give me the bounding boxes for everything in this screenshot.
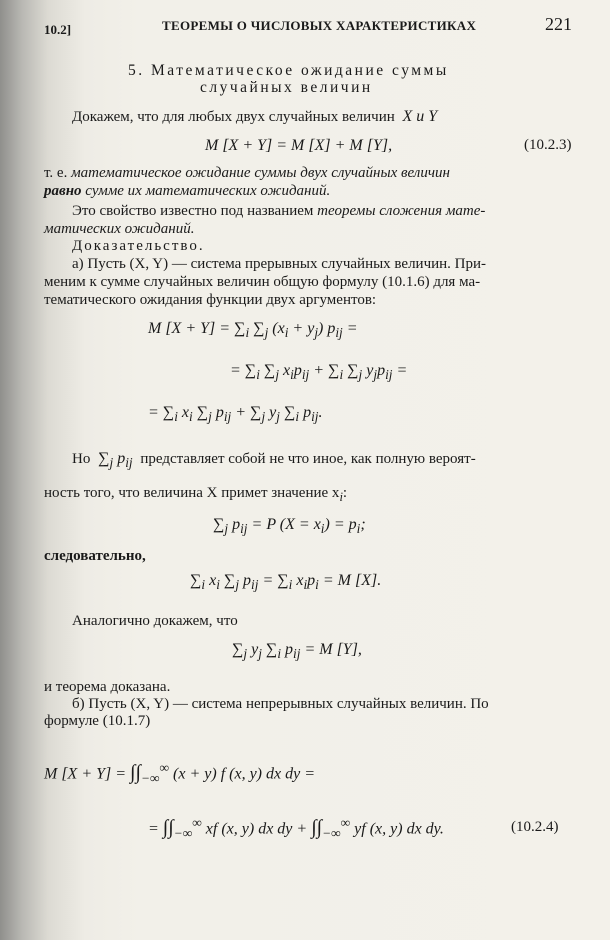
but-text: представляет собой не что иное, как полную вероят- xyxy=(140,451,476,467)
probability-equation: $\sum_j$ $p_{ij} = P$ $(X = x_i) = p_i$; xyxy=(213,516,366,537)
known-as-line1 xyxy=(72,203,485,220)
ravno: равно xyxy=(44,183,82,199)
integral-line1: M $[X + Y] = \int\int_{-\infty}^\infty$ (x + y) f (x, y) dx dy = xyxy=(44,760,315,786)
derivation-line1: M $[X + Y] = \sum_i$ $\sum_j$ $(x_i + y_j) p_{ij}$ = xyxy=(148,320,358,341)
but-line2-subscript: i xyxy=(339,490,343,504)
similar-line: Аналогично докажем, что xyxy=(72,613,238,629)
header-section-number: 10.2] xyxy=(44,22,72,37)
intro-paragraph xyxy=(72,108,437,126)
but-word: Но xyxy=(72,451,91,467)
hence-equation: $\sum_i$ $x_i$ $\sum_j$ $p_{ij} = \sum_i$ $x_ip_i = M$ [X]. xyxy=(190,572,382,593)
proved-line: и теорема доказана. xyxy=(44,679,171,695)
equation-number: (10.2.4) xyxy=(511,819,559,835)
equation-number: (10.2.3) xyxy=(524,137,572,153)
sum-pij-inline: $\sum_j$ $p_{ij}$ xyxy=(98,450,133,471)
case-b-line1: б) Пусть (X, Y) — система непрерывных случайных величин. По xyxy=(72,696,489,712)
theorem-statement-line2 xyxy=(44,183,330,200)
but-line2: ность того, что величина X примет значение $x_i$: xyxy=(44,485,348,504)
derivation-line2: = $\sum_i$ $\sum_j$ $x_ip_{ij} + \sum_i$ $\sum_j$ $y_jp_{ij}$ = xyxy=(230,362,408,383)
known-as-text: Это свойство известно под названием xyxy=(72,203,314,219)
case-a-line3: тематического ожидания функции двух аргументов: xyxy=(44,292,377,308)
but-line2-text: ность того, что величина X примет значение x xyxy=(44,485,340,501)
equation-10-2-3: M [X + Y] = M [X] + M [Y], xyxy=(205,137,393,154)
case-a-line1: а) Пусть (X, Y) — система прерывных случайных величин. При- xyxy=(72,256,487,272)
header-running-title: ТЕОРЕМЫ О ЧИСЛОВЫХ ХАРАКТЕРИСТИКАХ xyxy=(162,18,477,33)
derivation-line3: = $\sum_i$ $x_i$ $\sum_j$ $p_{ij} + \sum_j$ $y_j$ $\sum_i$ $p_{ij}$. xyxy=(148,404,323,425)
theorem-name-part1: теоремы сложения мате- xyxy=(317,203,486,219)
intro-text: Докажем, что для любых двух случайных величин xyxy=(72,109,395,125)
theorem-statement-text: математическое ожидание суммы двух случайных величин xyxy=(71,165,450,181)
intro-variables: X и Y xyxy=(402,108,438,125)
integral-line2: = $\int\int_{-\infty}^\infty$ xf (x, y) dx dy + $\int\int_{-\infty}^\infty$ yf (x, y) dx dy. xyxy=(148,815,444,841)
section-title-line2: случайных величин xyxy=(200,79,373,96)
proof-heading: Доказательство. xyxy=(72,238,205,254)
hence-word: следовательно, xyxy=(44,548,146,564)
but-line1 xyxy=(72,450,476,471)
te-abbrev: т. е. xyxy=(44,165,68,181)
theorem-statement-line1 xyxy=(44,165,450,182)
section-title-line1: 5. Математическое ожидание суммы xyxy=(128,62,449,79)
case-b-line2: формуле (10.1.7) xyxy=(44,713,151,729)
similar-equation: $\sum_j$ $y_j$ $\sum_i$ $p_{ij} = M$ [Y], xyxy=(232,641,362,662)
case-a-line2: меним к сумме случайных величин общую формулу (10.1.6) для ма- xyxy=(44,274,481,290)
page-number: 221 xyxy=(545,14,572,34)
theorem-statement-end: сумме их математических ожиданий. xyxy=(85,183,331,199)
theorem-name-part2: матических ожиданий. xyxy=(44,221,195,237)
